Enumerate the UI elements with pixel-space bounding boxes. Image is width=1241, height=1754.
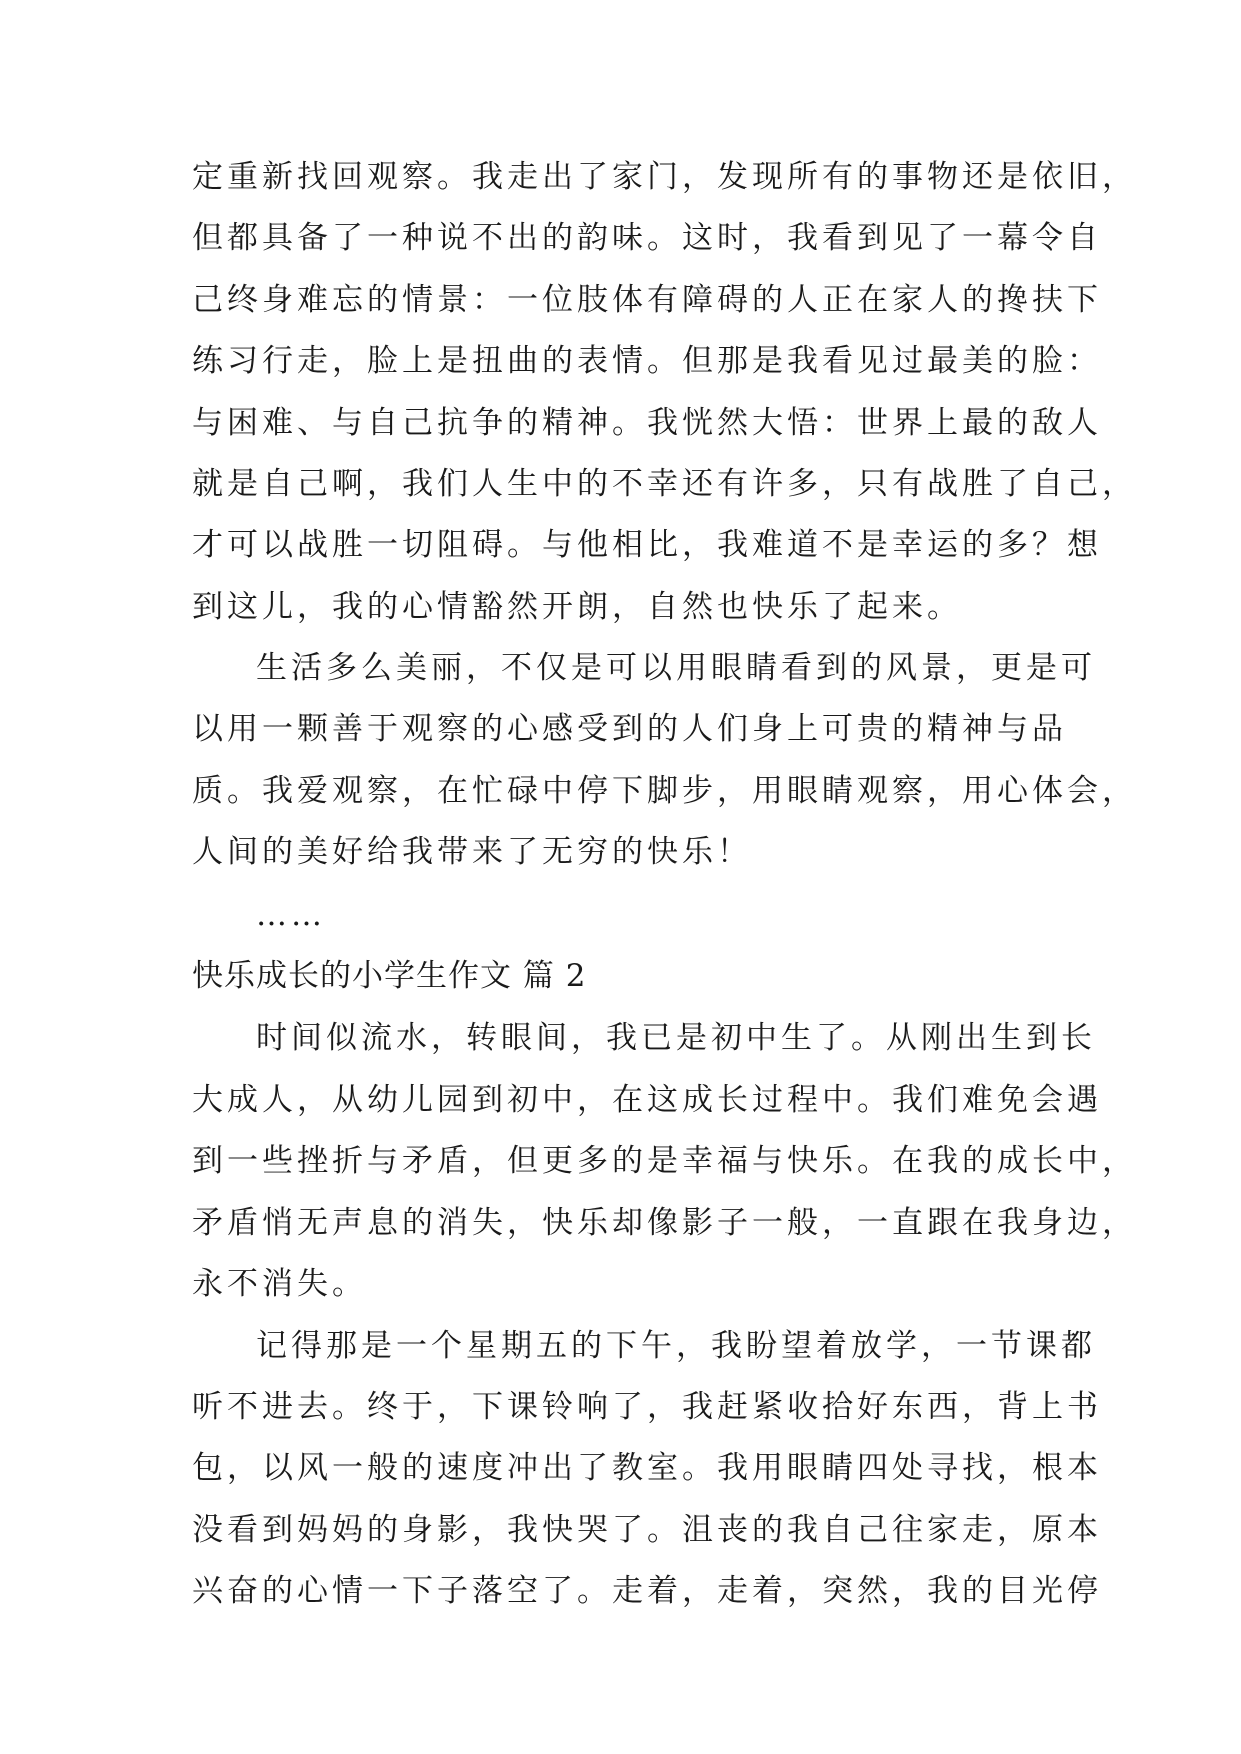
text-line: 到一些挫折与矛盾，但更多的是幸福与快乐。在我的成长中， xyxy=(192,1143,1137,1179)
text-line: 记得那是一个星期五的下午，我盼望着放学，一节课都 xyxy=(256,1328,1096,1364)
text-line: 己终身难忘的情景：一位肢体有障碍的人正在家人的搀扶下 xyxy=(192,282,1102,318)
text-line: 但都具备了一种说不出的韵味。这时，我看到见了一幕令自 xyxy=(192,220,1102,256)
section-heading: 快乐成长的小学生作文 篇 2 xyxy=(192,958,587,994)
text-line: 永不消失。 xyxy=(192,1266,367,1302)
text-line: 兴奋的心情一下子落空了。走着，走着，突然，我的目光停 xyxy=(192,1573,1102,1609)
text-line: 没看到妈妈的身影，我快哭了。沮丧的我自己往家走，原本 xyxy=(192,1512,1102,1548)
text-line: 定重新找回观察。我走出了家门，发现所有的事物还是依旧， xyxy=(192,159,1137,195)
text-line: 人间的美好给我带来了无穷的快乐！ xyxy=(192,834,752,870)
text-line: 矛盾悄无声息的消失，快乐却像影子一般，一直跟在我身边， xyxy=(192,1205,1137,1241)
text-line: 才可以战胜一切阻碍。与他相比，我难道不是幸运的多？想 xyxy=(192,527,1102,563)
text-line: 以用一颗善于观察的心感受到的人们身上可贵的精神与品 xyxy=(192,711,1067,747)
text-line: 质。我爱观察，在忙碌中停下脚步，用眼睛观察，用心体会， xyxy=(192,773,1137,809)
text-line: 包，以风一般的速度冲出了教室。我用眼睛四处寻找，根本 xyxy=(192,1450,1102,1486)
text-line: 生活多么美丽，不仅是可以用眼睛看到的风景，更是可 xyxy=(256,650,1096,686)
text-line: 就是自己啊，我们人生中的不幸还有许多，只有战胜了自己， xyxy=(192,466,1137,502)
text-line: 练习行走，脸上是扭曲的表情。但那是我看见过最美的脸： xyxy=(192,343,1102,379)
text-line: 大成人，从幼儿园到初中，在这成长过程中。我们难免会遇 xyxy=(192,1082,1102,1118)
text-line: 到这儿，我的心情豁然开朗，自然也快乐了起来。 xyxy=(192,589,962,625)
text-line: 时间似流水，转眼间，我已是初中生了。从刚出生到长 xyxy=(256,1020,1096,1056)
ellipsis: …… xyxy=(256,897,326,933)
text-line: 与困难、与自己抗争的精神。我恍然大悟：世界上最的敌人 xyxy=(192,405,1102,441)
text-line: 听不进去。终于，下课铃响了，我赶紧收拾好东西，背上书 xyxy=(192,1389,1102,1425)
